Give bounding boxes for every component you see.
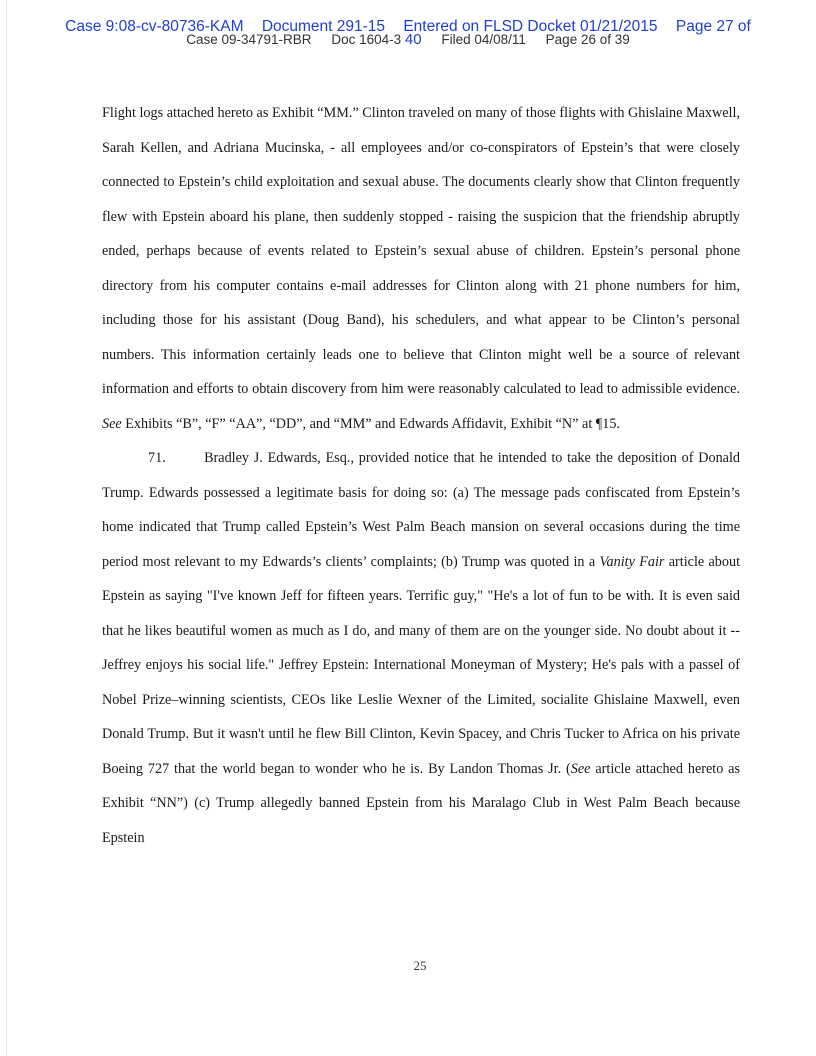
page-edge-line (6, 0, 7, 1056)
p2-part-b: article about Epstein as saying "I've known Jeff for fifteen years. Terrific guy," "He's a lot of fun to be with. It is even said that he likes beautiful women as much as I do, and many of them are on the younger side. No doubt about it -- Jeffrey enjoys his social life." Jeffrey Epstein: International Moneyman of Mystery; He's pals with a passel of Nobel Prize–winning scientists, CEOs like Leslie Wexner of the Limited, socialite Ghislaine Maxwell, even Donald Trump. But it wasn't until he flew Bill Clinton, Kevin Spacey, and Chris Tucker to Africa on his private Boeing 727 that the world began to wonder who he is. By Landon Thomas Jr. ( (102, 553, 741, 777)
p2-part-a: Bradley J. Edwards, Esq., provided notice that he intended to take the deposition of Donald Trump. Edwards possessed a legitimate basis for doing so: (a) The message pads confiscated from Epstein’s home indicated that Trump called Epstein’s West Palm Beach mansion on several occasions during the time period most relevant to my Edwards’s clients’ complaints; (b) Trump was quoted in a (102, 450, 741, 570)
document-body (102, 96, 740, 855)
bankruptcy-case-number: Case 09-34791-RBR (186, 32, 312, 47)
p2-part-c: article attached hereto as Exhibit “NN”) (c) Trump allegedly banned Epstein from his Maralago Club in West Palm Beach because Epstein (102, 760, 741, 846)
case-number: Case 9:08-cv-80736-KAM (65, 18, 244, 35)
doc-number (331, 32, 421, 48)
p1-text: Flight logs attached hereto as Exhibit “MM.” Clinton traveled on many of those flights with Ghislaine Maxwell, Sarah Kellen, and Adriana Mucinska, - all employees and/or co-conspirators of Epstein’s that were closely connected to Epstein’s child exploitation and sexual abuse. The documents clearly show that Clinton frequently flew with Epstein aboard his plane, then suddenly stopped - raising the suspicion that the friendship abruptly ended, perhaps because of events related to Epstein’s sexual abuse of children. Epstein’s personal phone directory from his computer contains e-mail addresses for Clinton along with 21 phone numbers for him, including those for his assistant (Doug Band), his schedulers, and what appear to be Clinton’s personal numbers. This information certainly leads one to believe that Clinton might well be a source of relevant information and efforts to obtain discovery from him were reasonably calculated to lead to admissible evidence. (102, 105, 740, 397)
p2-see: See (570, 760, 591, 777)
document-number: Document 291-15 (261, 18, 386, 35)
vanity-fair-title: Vanity Fair (599, 553, 665, 570)
inner-page-count: Page 26 of 39 (545, 32, 630, 47)
p1-see: See (102, 415, 122, 432)
docket-entry: Entered on FLSD Docket 01/21/2015 (403, 18, 658, 35)
paragraph-71 (102, 441, 740, 855)
page-total-overlay: 40 (404, 31, 422, 48)
paragraph-number: 71. (148, 450, 166, 466)
page-of: Page 27 of (675, 18, 751, 35)
paragraph-70-continuation (102, 96, 740, 441)
filed-date: Filed 04/08/11 (441, 32, 526, 47)
bankruptcy-filing-header (0, 32, 816, 48)
page-number: 25 (413, 958, 427, 973)
doc-number-text: Doc 1604-3 (331, 32, 402, 47)
p1-tail: Exhibits “B”, “F” “AA”, “DD”, and “MM” and Edwards Affidavit, Exhibit “N” at ¶15. (125, 415, 620, 432)
